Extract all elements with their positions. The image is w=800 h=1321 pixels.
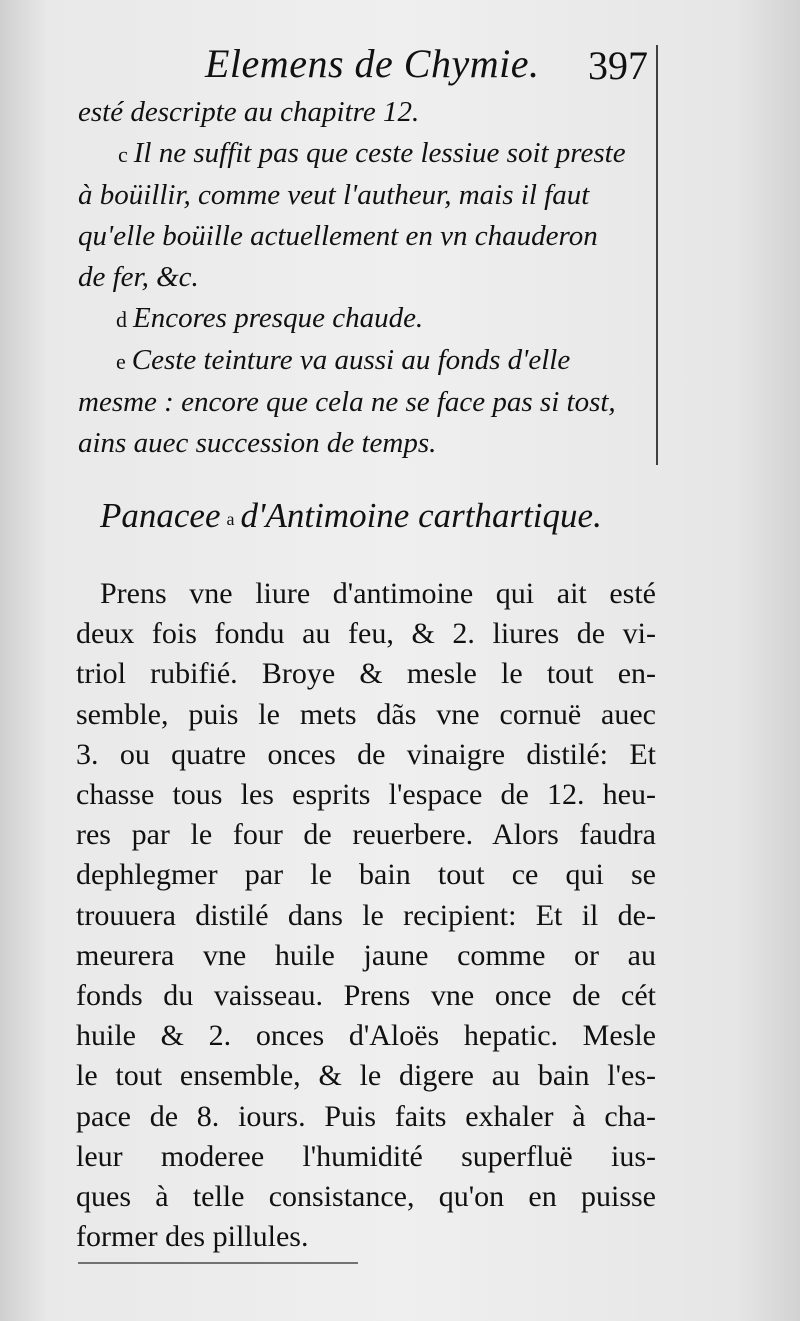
body-line: meurera vne huile jaune comme or au bbox=[76, 938, 656, 972]
note-e-marker: e bbox=[116, 349, 126, 374]
body-line: le tout ensemble, & le digere au bain l'es- bbox=[76, 1059, 656, 1093]
running-head bbox=[0, 40, 800, 90]
note-c-line bbox=[78, 133, 658, 175]
body-line: res par le four de reuerbere. Alors faudra bbox=[76, 818, 656, 852]
body-line: trouuera distilé dans le recipient: Et il de- bbox=[76, 898, 656, 932]
note-c-text: Il ne suffit pas que ceste lessiue soit preste bbox=[133, 137, 626, 169]
note-e-text: Ceste teinture va aussi au fonds d'elle bbox=[131, 344, 571, 376]
body-line: pace de 8. iours. Puis faits exhaler à cha- bbox=[76, 1099, 656, 1133]
body-line: ques à telle consistance, qu'on en puisse bbox=[76, 1180, 656, 1214]
page-number: 397 bbox=[588, 43, 648, 88]
notes-block bbox=[78, 92, 658, 464]
header-title: Elemens de Chymie. bbox=[205, 41, 540, 86]
heading-text: d'Antimoine carthartique. bbox=[240, 496, 602, 535]
body-line: huile & 2. onces d'Aloës hepatic. Mesle bbox=[76, 1019, 656, 1053]
body-line: fonds du vaisseau. Prens vne once de cét bbox=[76, 979, 656, 1013]
note-d-text: Encores presque chaude. bbox=[133, 302, 424, 334]
note-e-line: ains auec succession de temps. bbox=[78, 427, 437, 459]
note-continuation: esté descripte au chapitre 12. bbox=[78, 96, 420, 128]
body-text bbox=[76, 574, 656, 1257]
bottom-rule bbox=[78, 1262, 358, 1264]
heading-text: Panacee bbox=[100, 496, 221, 535]
note-reference: a bbox=[226, 509, 235, 529]
body-line: former des pillules. bbox=[76, 1220, 309, 1254]
note-e-line: mesme : encore que cela ne se face pas si tost, bbox=[78, 386, 616, 418]
note-d-line bbox=[78, 298, 658, 340]
body-line: Prens vne liure d'antimoine qui ait esté bbox=[100, 577, 656, 610]
note-e-line bbox=[78, 340, 658, 382]
body-line: chasse tous les esprits l'espace de 12. heu- bbox=[76, 778, 656, 812]
body-line: dephlegmer par le bain tout ce qui se bbox=[76, 858, 656, 892]
body-line: triol rubifié. Broye & mesle le tout en- bbox=[76, 657, 656, 691]
note-c-line: de fer, &c. bbox=[78, 261, 199, 293]
note-d-marker: d bbox=[116, 307, 127, 332]
body-line: semble, puis le mets dãs vne cornuë auec bbox=[76, 697, 656, 731]
note-c-line: à boüillir, comme veut l'autheur, mais il faut bbox=[78, 179, 590, 211]
body-line: leur moderee l'humidité superfluë ius- bbox=[76, 1139, 656, 1173]
note-c-line: qu'elle boüille actuellement en vn chauderon bbox=[78, 220, 598, 252]
body-line: 3. ou quatre onces de vinaigre distilé: Et bbox=[76, 737, 656, 771]
section-heading bbox=[100, 496, 602, 536]
body-line: deux fois fondu au feu, & 2. liures de vi- bbox=[76, 617, 656, 651]
note-c-marker: c bbox=[118, 142, 128, 167]
